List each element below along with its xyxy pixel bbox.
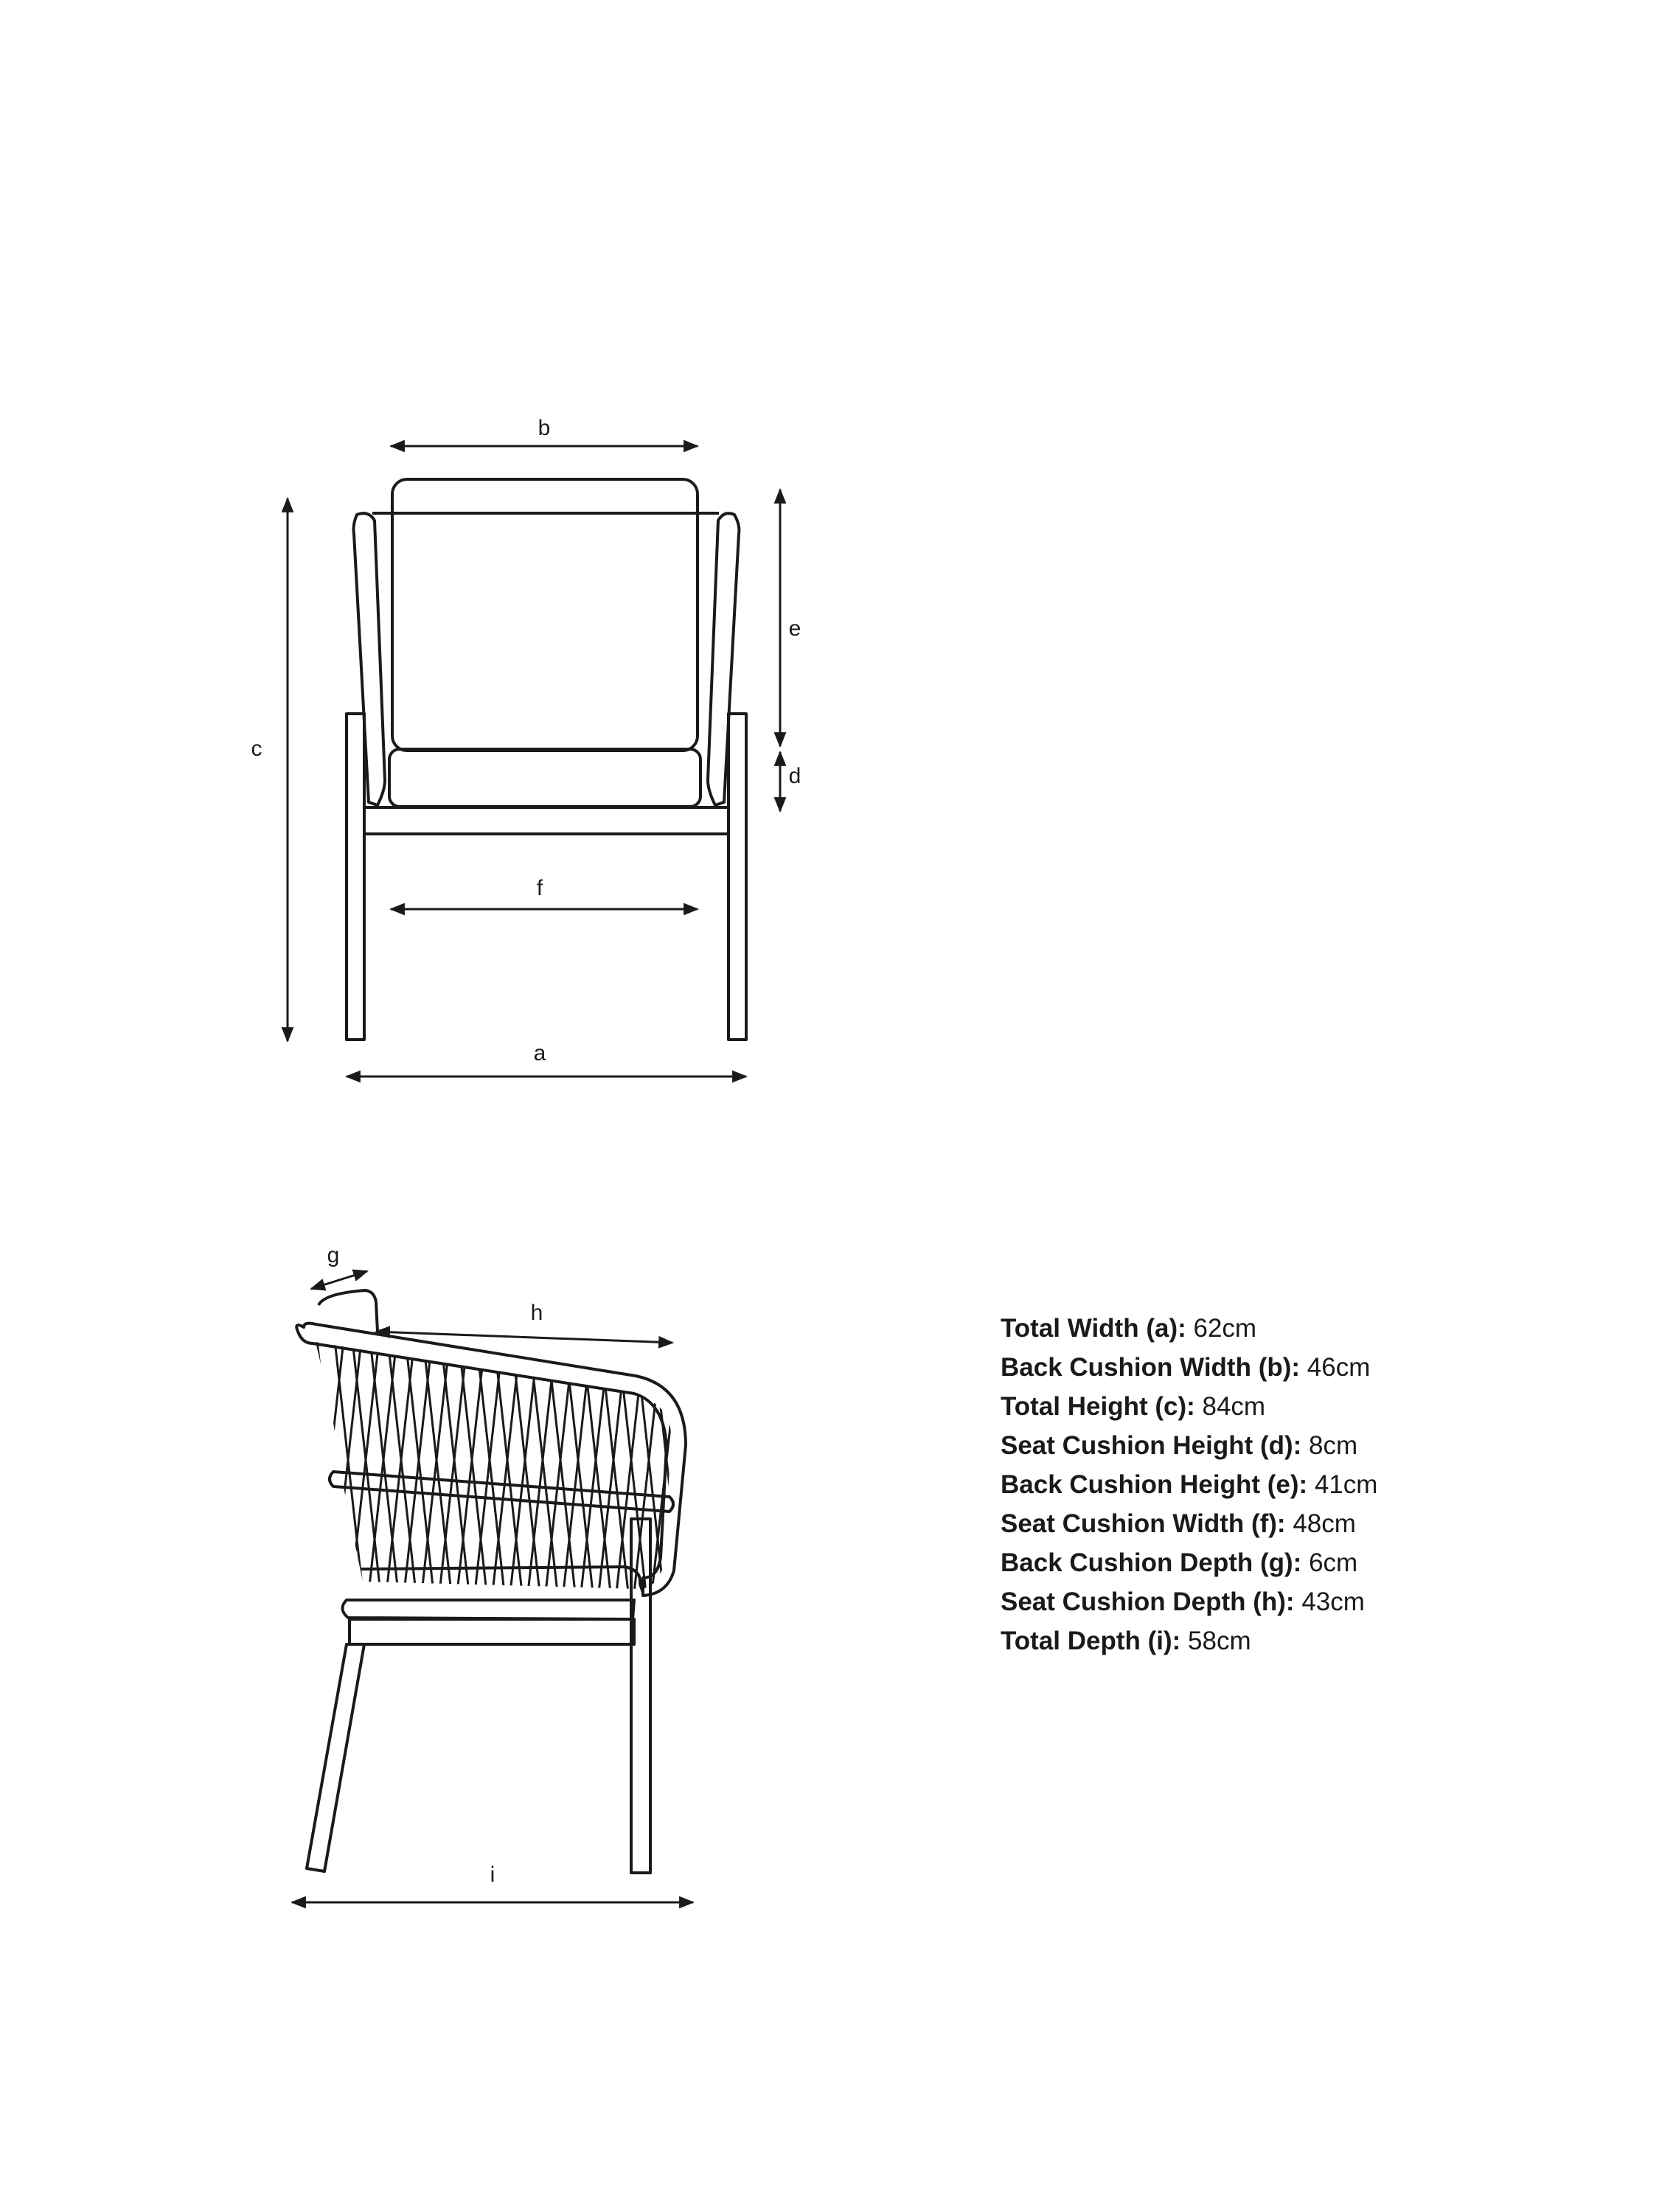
side-back-leg [307,1644,364,1871]
label-c: c [251,737,262,761]
spec-value: 6cm [1309,1548,1358,1577]
front-left-leg [347,714,364,1040]
spec-value: 62cm [1193,1314,1257,1343]
dimension-g-arrow [311,1271,367,1289]
spec-value: 84cm [1202,1392,1266,1421]
spec-back-cushion-width [1001,1348,1377,1387]
dimension-spec-list [1001,1309,1377,1660]
spec-label: Back Cushion Height (e): [1001,1470,1308,1499]
spec-label: Back Cushion Width (b): [1001,1353,1301,1382]
spec-label: Total Depth (i): [1001,1627,1181,1655]
spec-value: 48cm [1293,1509,1356,1538]
spec-value: 43cm [1301,1587,1365,1616]
seat-rail-side [342,1600,634,1619]
spec-value: 46cm [1307,1353,1371,1382]
spec-total-height [1001,1387,1377,1426]
right-arm [708,513,739,805]
spec-label: Back Cushion Depth (g): [1001,1548,1302,1577]
spec-label: Seat Cushion Width (f): [1001,1509,1286,1538]
chair-front-view [347,479,746,1040]
back-cushion [392,479,698,751]
woven-back [316,1327,699,1593]
label-b: b [538,416,551,440]
front-right-leg [728,714,746,1040]
spec-total-depth [1001,1621,1377,1660]
label-h: h [530,1301,543,1325]
label-i: i [490,1863,495,1887]
label-e: e [788,616,801,641]
spec-label: Seat Cushion Depth (h): [1001,1587,1295,1616]
spec-back-cushion-depth [1001,1543,1377,1582]
label-d: d [788,764,801,788]
spec-seat-cushion-depth [1001,1582,1377,1621]
spec-value: 58cm [1188,1627,1251,1655]
spec-label: Seat Cushion Height (d): [1001,1431,1302,1460]
seat-cushion [389,749,700,807]
label-f: f [536,876,543,900]
chair-side-view [296,1290,699,1873]
spec-seat-cushion-width [1001,1504,1377,1543]
spec-back-cushion-height [1001,1465,1377,1504]
seat-rail [364,807,728,834]
spec-seat-cushion-height [1001,1426,1377,1465]
label-a: a [533,1041,546,1065]
spec-label: Total Height (c): [1001,1392,1195,1421]
seat-frame-side [349,1619,634,1644]
spec-label: Total Width (a): [1001,1314,1186,1343]
left-arm [354,513,386,805]
spec-value: 8cm [1309,1431,1358,1460]
spec-value: 41cm [1314,1470,1378,1499]
label-g: g [327,1243,340,1267]
spec-total-width [1001,1309,1377,1348]
